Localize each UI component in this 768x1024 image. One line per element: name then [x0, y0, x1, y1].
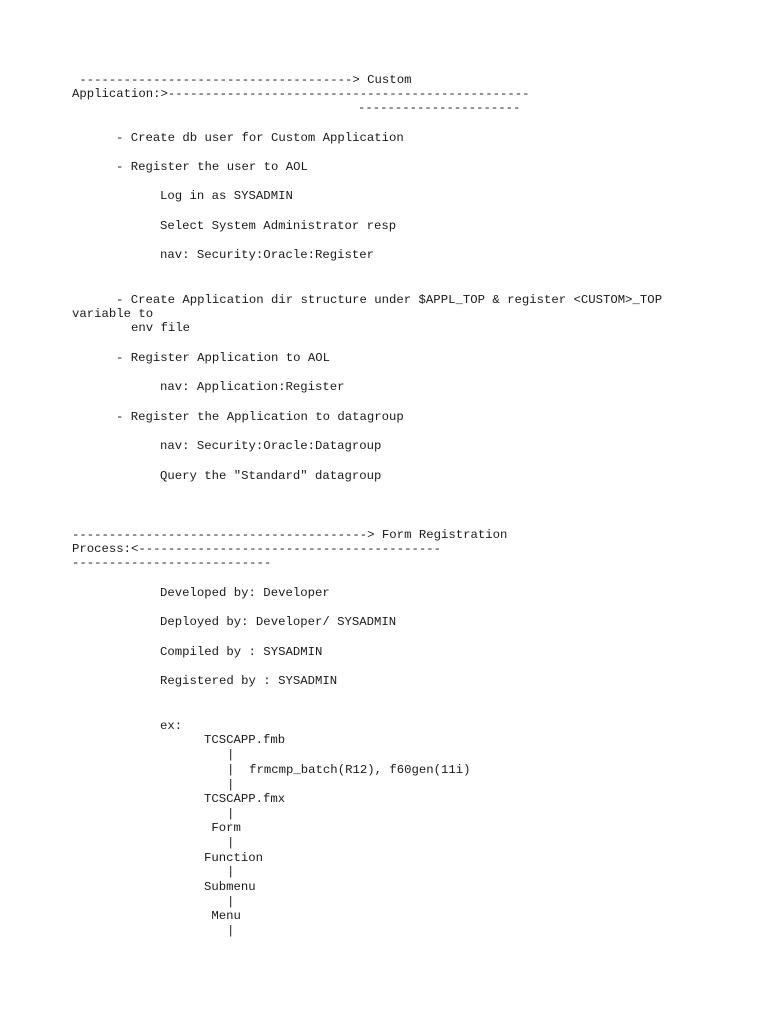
example-label: ex:: [160, 719, 183, 733]
flow-connector: |: [227, 836, 235, 850]
section2-heading-line3: ---------------------------: [72, 556, 272, 570]
section2-heading-line2: Process:<-----------------------------------------: [72, 542, 441, 556]
substep-nav-register: nav: Security:Oracle:Register: [160, 248, 375, 262]
flow-function: Function: [204, 851, 264, 865]
step-env-file: env file: [131, 321, 191, 335]
substep-nav-datagroup: nav: Security:Oracle:Datagroup: [160, 439, 382, 453]
flow-connector: |: [227, 924, 235, 938]
flow-compile-step: | frmcmp_batch(R12), f60gen(11i): [227, 763, 471, 777]
step-create-dir-structure-cont: variable to: [72, 307, 154, 321]
flow-connector: |: [227, 748, 235, 762]
flow-menu: Menu: [204, 909, 241, 923]
substep-query-datagroup: Query the "Standard" datagroup: [160, 469, 382, 483]
section1-heading-line1: -------------------------------------> Custom: [72, 73, 412, 87]
section2-heading-line1: ----------------------------------------> Form Registration: [72, 528, 508, 542]
step-register-application: - Register Application to AOL: [116, 351, 331, 365]
section1-heading-line3: ----------------------: [358, 101, 521, 115]
flow-connector: |: [227, 807, 235, 821]
section1-heading-line2: Application:>-------------------------------------------------: [72, 87, 530, 101]
step-register-user: - Register the user to AOL: [116, 160, 308, 174]
flow-form: Form: [204, 821, 241, 835]
substep-select-resp: Select System Administrator resp: [160, 219, 397, 233]
role-compiled-by: Compiled by : SYSADMIN: [160, 645, 323, 659]
substep-login: Log in as SYSADMIN: [160, 189, 293, 203]
step-register-datagroup: - Register the Application to datagroup: [116, 410, 404, 424]
step-create-dir-structure: - Create Application dir structure under $APPL_TOP & register <CUSTOM>_TOP: [116, 293, 663, 307]
flow-fmx: TCSCAPP.fmx: [204, 792, 286, 806]
step-create-db-user: - Create db user for Custom Application: [116, 131, 404, 145]
role-deployed-by: Deployed by: Developer/ SYSADMIN: [160, 615, 397, 629]
substep-nav-app-register: nav: Application:Register: [160, 380, 345, 394]
role-developed-by: Developed by: Developer: [160, 586, 330, 600]
flow-submenu: Submenu: [204, 880, 256, 894]
flow-connector: |: [227, 895, 235, 909]
flow-fmb: TCSCAPP.fmb: [204, 733, 286, 747]
role-registered-by: Registered by : SYSADMIN: [160, 674, 338, 688]
flow-connector: |: [227, 865, 235, 879]
flow-connector: |: [227, 778, 235, 792]
